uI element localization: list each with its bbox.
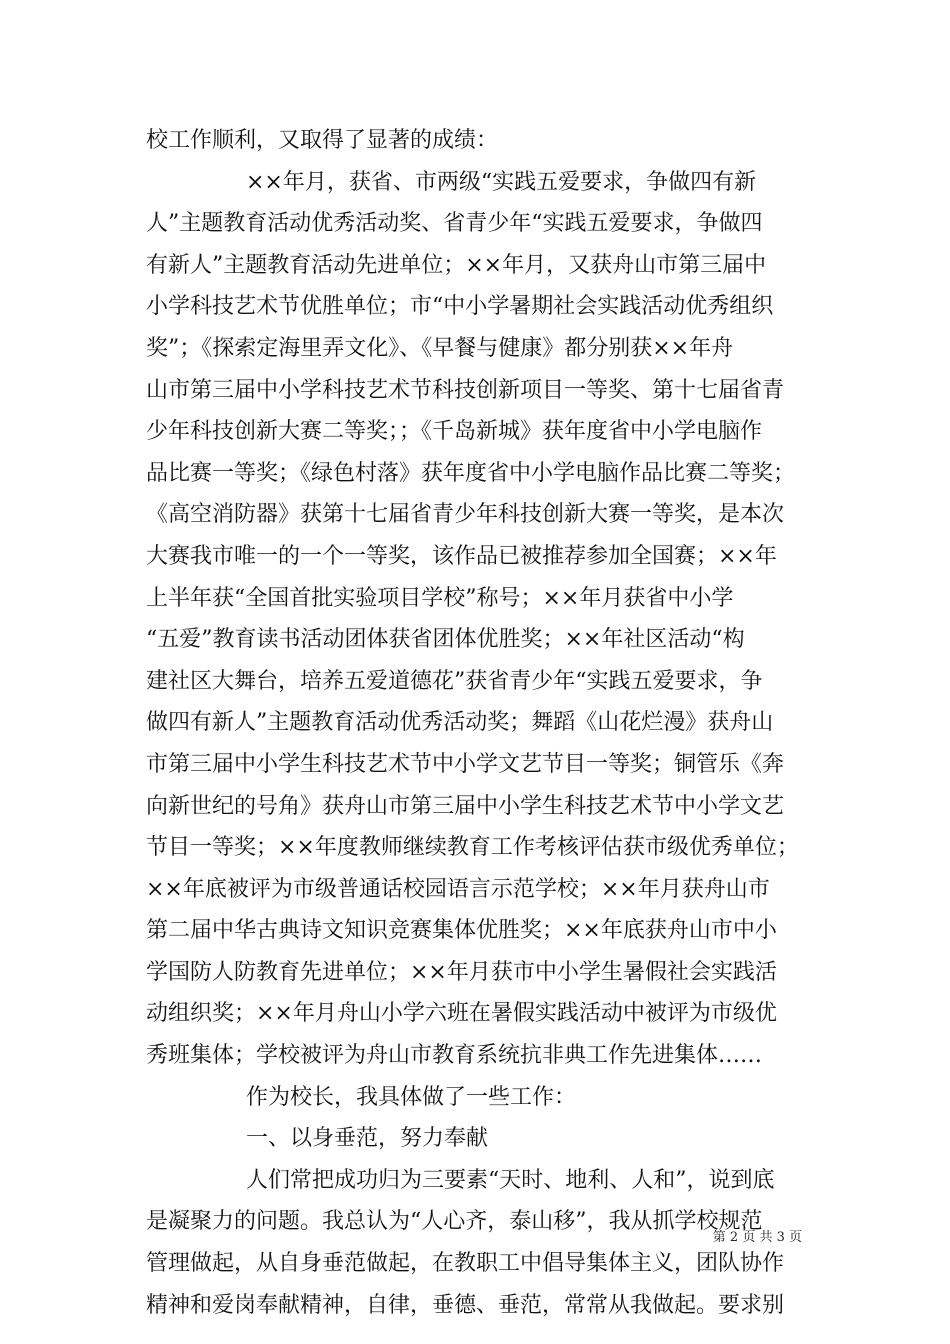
text-line: 作为校长，我具体做了一些工作： — [246, 1084, 577, 1110]
text-line: ××年底被评为市级普通话校园语言示范学校；××年月获舟山市 — [146, 876, 770, 902]
text-line: 校工作顺利，又取得了显著的成绩： — [146, 128, 499, 153]
text-line: 做四有新人”主题教育活动优秀活动奖；舞蹈《山花烂漫》获舟山 — [146, 710, 774, 736]
text-line: 管理做起，从自身垂范做起，在教职工中倡导集体主义，团队协作 — [146, 1251, 785, 1277]
text-line: 品比赛一等奖；《绿色村落》获年度省中小学电脑作品比赛二等奖； — [146, 460, 796, 486]
text-line: 有新人”主题教育活动先进单位；××年月，又获舟山市第三届中 — [146, 252, 767, 278]
text-line: 第二届中华古典诗文知识竞赛集体优胜奖；××年底获舟山市中小 — [146, 918, 777, 944]
text-line: 是凝聚力的问题。我总认为“人心齐，泰山移”，我从抓学校规范 — [146, 1209, 763, 1235]
body-text — [146, 120, 806, 1326]
text-line: ××年月，获省、市两级“实践五爱要求，争做四有新 — [246, 169, 757, 195]
page-number-footer: 第 2 页 共 3 页 — [712, 1230, 802, 1245]
text-line: 山市第三届中小学科技艺术节科技创新项目一等奖、第十七届省青 — [146, 377, 785, 403]
text-line: 动组织奖；××年月舟山小学六班在暑假实践活动中被评为市级优 — [146, 1001, 777, 1027]
text-line: 上半年获“全国首批实验项目学校”称号；××年月获省中小学 — [146, 585, 734, 611]
text-line: 人们常把成功归为三要素“天时、地利、人和”，说到底 — [246, 1167, 775, 1193]
section-heading: 一、以身垂范，努力奉献 — [246, 1126, 489, 1152]
text-line: 建社区大舞台，培养五爱道德花”获省青少年“实践五爱要求，争 — [146, 668, 763, 694]
text-line: 精神和爱岗奉献精神，自律，垂德、垂范，常常从我做起。要求别 — [146, 1292, 785, 1318]
text-line: 秀班集体；学校被评为舟山市教育系统抗非典工作先进集体…… — [146, 1043, 763, 1069]
text-line: 《高空消防器》获第十七届省青少年科技创新大赛一等奖，是本次 — [146, 502, 785, 528]
text-line: 节目一等奖；××年度教师继续教育工作考核评估获市级优秀单位； — [146, 835, 799, 861]
text-line: 少年科技创新大赛二等奖；；《千岛新城》获年度省中小学电脑作 — [146, 419, 763, 445]
text-line: 向新世纪的号角》获舟山市第三届中小学生科技艺术节中小学文艺 — [146, 793, 785, 819]
text-line: 人”主题教育活动优秀活动奖、省青少年“实践五爱要求，争做四 — [146, 211, 763, 237]
text-line: 大赛我市唯一的一个一等奖，该作品已被推荐参加全国赛；××年 — [146, 543, 777, 569]
text-line: 小学科技艺术节优胜单位；市“中小学暑期社会实践活动优秀组织 — [146, 294, 774, 320]
text-line: 学国防人防教育先进单位；××年月获市中小学生暑假社会实践活 — [146, 959, 777, 985]
text-line: 奖”；《探索定海里弄文化》、《早餐与健康》都分别获××年舟 — [146, 335, 734, 361]
text-line: “五爱”教育读书活动团体获省团体优胜奖；××年社区活动“构 — [146, 627, 745, 653]
text-line: 市第三届中小学生科技艺术节中小学文艺节目一等奖；铜管乐《奔 — [146, 751, 785, 777]
